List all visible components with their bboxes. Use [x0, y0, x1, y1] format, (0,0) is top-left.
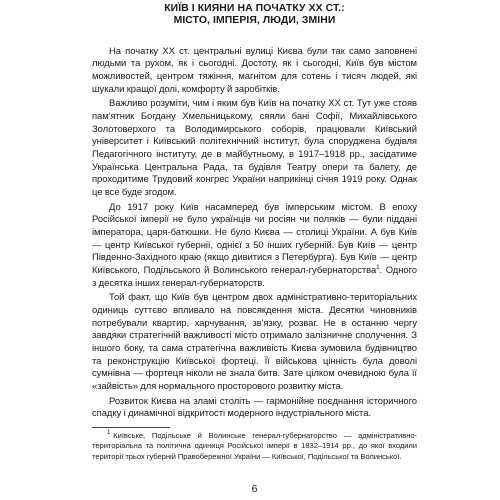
footnote-text: Київське, Подільське й Волинське генерал-губернаторство — адміністративно-територіальна та політична одиниця Російської імперії в 1832–1914 рр., до якої входили території трьох губерній Правобережної України — Київської, Подільської та Волинської.	[92, 430, 417, 462]
chapter-heading	[92, 3, 417, 28]
chapter-heading-line-2: МІСТО, ІМПЕРІЯ, ЛЮДИ, ЗМІНИ	[173, 15, 336, 27]
body-text	[92, 46, 417, 421]
paragraph-4: Той факт, що Київ був центром двох адміністративно-територіальних одиниць суттєво впливало на повсякдення міста. Десятки чиновників потребували квартир, харчування, зв'язку, розваг. Не в останню чергу завдяки стратегічній важливості місто отримало залізничне сполучення. З іншого боку, та сама стратегічна важливість Києва зумовила будівництво та реконструкцію Київської фортеці. Її військова цінність була доволі сумнівна — фортеця ніколи не знала битв. Зате цілком очевидною була її «зайвість» для нормального просторового розвитку міста.	[92, 292, 417, 392]
paragraph-5: Розвиток Києва на зламі століть — гармонійне поєднання історичного спадку і динамічної відкритості модерного індустріального міста.	[92, 395, 417, 420]
paragraph-1: На початку ХХ ст. центральні вулиці Києва були так само заповнені людьми та рухом, як і сьогодні. Достоту, як і сьогодні, Київ був містом можливостей, центром тяжіння, магнітом для сотень і тисяч людей, які шукали кращої долі, комфорту й заробітків.	[92, 45, 417, 95]
footnote-number: 1	[107, 430, 111, 437]
paragraph-3	[92, 202, 417, 291]
footnote	[92, 431, 417, 463]
paragraph-3-body: Російської імперії не було українців чи росіян чи поляків — були піддані імператора, царя-батюшки. Не було Києва — столиці України. А був Київ — центр Київської губернії, однієї з 50 інших губерній. Був Київ — центр Південно-Західного краю (якщо дивитися з Петербурга). Був Київ — центр Київського, Подільського й Волинського генерал-губернаторства	[92, 214, 417, 276]
book-page	[92, 3, 417, 497]
paragraph-3-lead: До 1917 року Київ насамперед був імперським містом. В епоху	[109, 201, 417, 213]
page-number: 6	[251, 483, 258, 495]
paragraph-2: Важливо розуміти, чим і яким був Київ на початку ХХ ст. Тут уже стояв пам'ятник Богдану Хмельницькому, сяяли бані Софії, Михайлівського Золотоверхого та Володимирського соборів, працювали Київський університет і Київський політехнічний інститут, була споруджена будівля Педагогічного інституту, де в майбутньому, в 1917–1918 рр., засідатиме Українська Центральна Рада, та будівля Театру опери та балету, де проходитиме Трудовий конгрес України наприкінці січня 1919 року. Однак це все буде згодом.	[92, 98, 417, 199]
footnote-reference[interactable]: 1	[376, 264, 380, 271]
chapter-heading-line-1: КИЇВ І КИЯНИ НА ПОЧАТКУ ХХ СТ.:	[164, 3, 345, 14]
footnote-divider	[92, 427, 170, 428]
paragraph-3-tail: . Одного з десятка інших генерал-губернаторств.	[92, 264, 417, 289]
